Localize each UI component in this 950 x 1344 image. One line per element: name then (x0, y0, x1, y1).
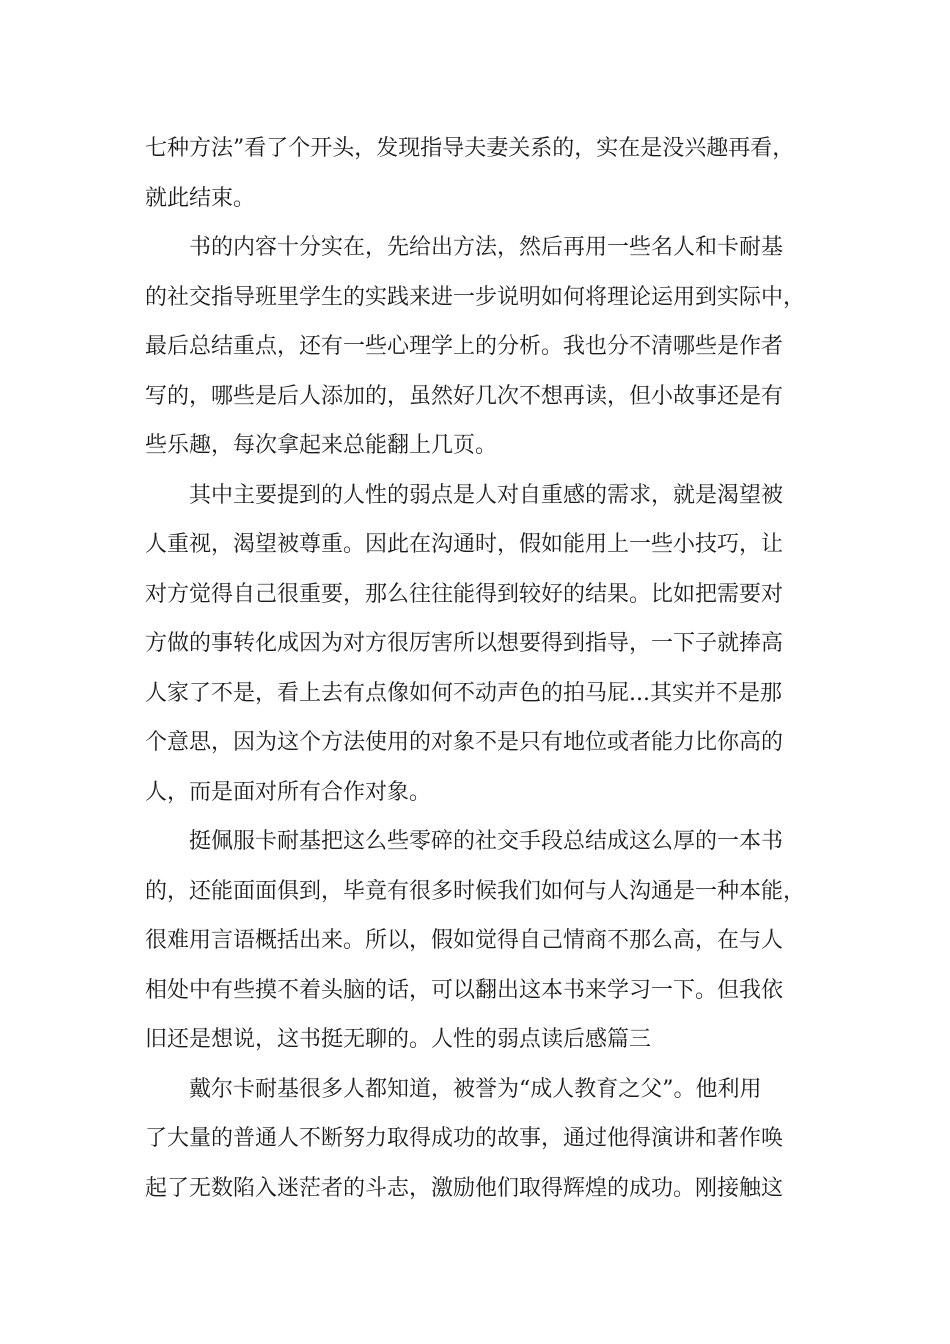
text-line: 的社交指导班里学生的实践来进一步说明如何将理论运用到实际中， (145, 284, 806, 310)
text-line: 七种方法”看了个开头，发现指导夫妻关系的，实在是没兴趣再看， (145, 136, 795, 161)
paragraph-3 (145, 471, 807, 818)
text-line: 很难用言语概括出来。所以，假如觉得自己情商不那么高，在与人 (145, 928, 784, 953)
text-line: 最后总结重点，还有一些心理学上的分析。我也分不清哪些是作者 (145, 334, 784, 359)
text-line: 的，还能面面俱到，毕竟有很多时候我们如何与人沟通是一种本能， (145, 878, 806, 904)
text-line: 就此结束。 (145, 185, 256, 211)
text-line: 人重视，渴望被尊重。因此在沟通时，假如能用上一些小技巧，让 (145, 532, 784, 557)
text-line: 个意思，因为这个方法使用的对象不是只有地位或者能力比你高的 (145, 730, 784, 755)
text-line: 相处中有些摸不着头脑的话，可以翻出这本书来学习一下。但我依 (145, 977, 784, 1003)
paragraph-2 (145, 223, 807, 471)
document-body (145, 124, 807, 1213)
text-line: 其中主要提到的人性的弱点是人对自重感的需求，就是渴望被 (189, 482, 784, 508)
text-line: 对方觉得自己很重要，那么往往能得到较好的结果。比如把需要对 (145, 581, 784, 607)
text-line: 方做的事转化成因为对方很厉害所以想要得到指导，一下子就捧高 (145, 631, 784, 656)
text-line: 起了无数陷入迷茫者的斗志，激励他们取得辉煌的成功。刚接触这 (145, 1175, 784, 1201)
text-line: 写的，哪些是后人添加的，虽然好几次不想再读，但小故事还是有 (145, 383, 784, 409)
text-line: 人家了不是，看上去有点像如何不动声色的拍马屁...其实并不是那 (145, 680, 782, 706)
paragraph-5 (145, 1065, 807, 1214)
text-line: 人，而是面对所有合作对象。 (145, 779, 432, 805)
text-line: 旧还是想说，这书挺无聊的。人性的弱点读后感篇三 (145, 1027, 652, 1052)
paragraph-1 (145, 124, 807, 223)
text-line: 了大量的普通人不断努力取得成功的故事，通过他得演讲和著作唤 (145, 1126, 784, 1151)
text-line: 挺佩服卡耐基把这么些零碎的社交手段总结成这么厚的一本书 (189, 829, 784, 854)
paragraph-4 (145, 817, 807, 1065)
text-line: 书的内容十分实在，先给出方法，然后再用一些名人和卡耐基 (189, 235, 784, 260)
text-line: 戴尔卡耐基很多人都知道，被誉为“成人教育之父”。他利用 (189, 1076, 762, 1102)
text-line: 些乐趣，每次拿起来总能翻上几页。 (145, 433, 498, 458)
